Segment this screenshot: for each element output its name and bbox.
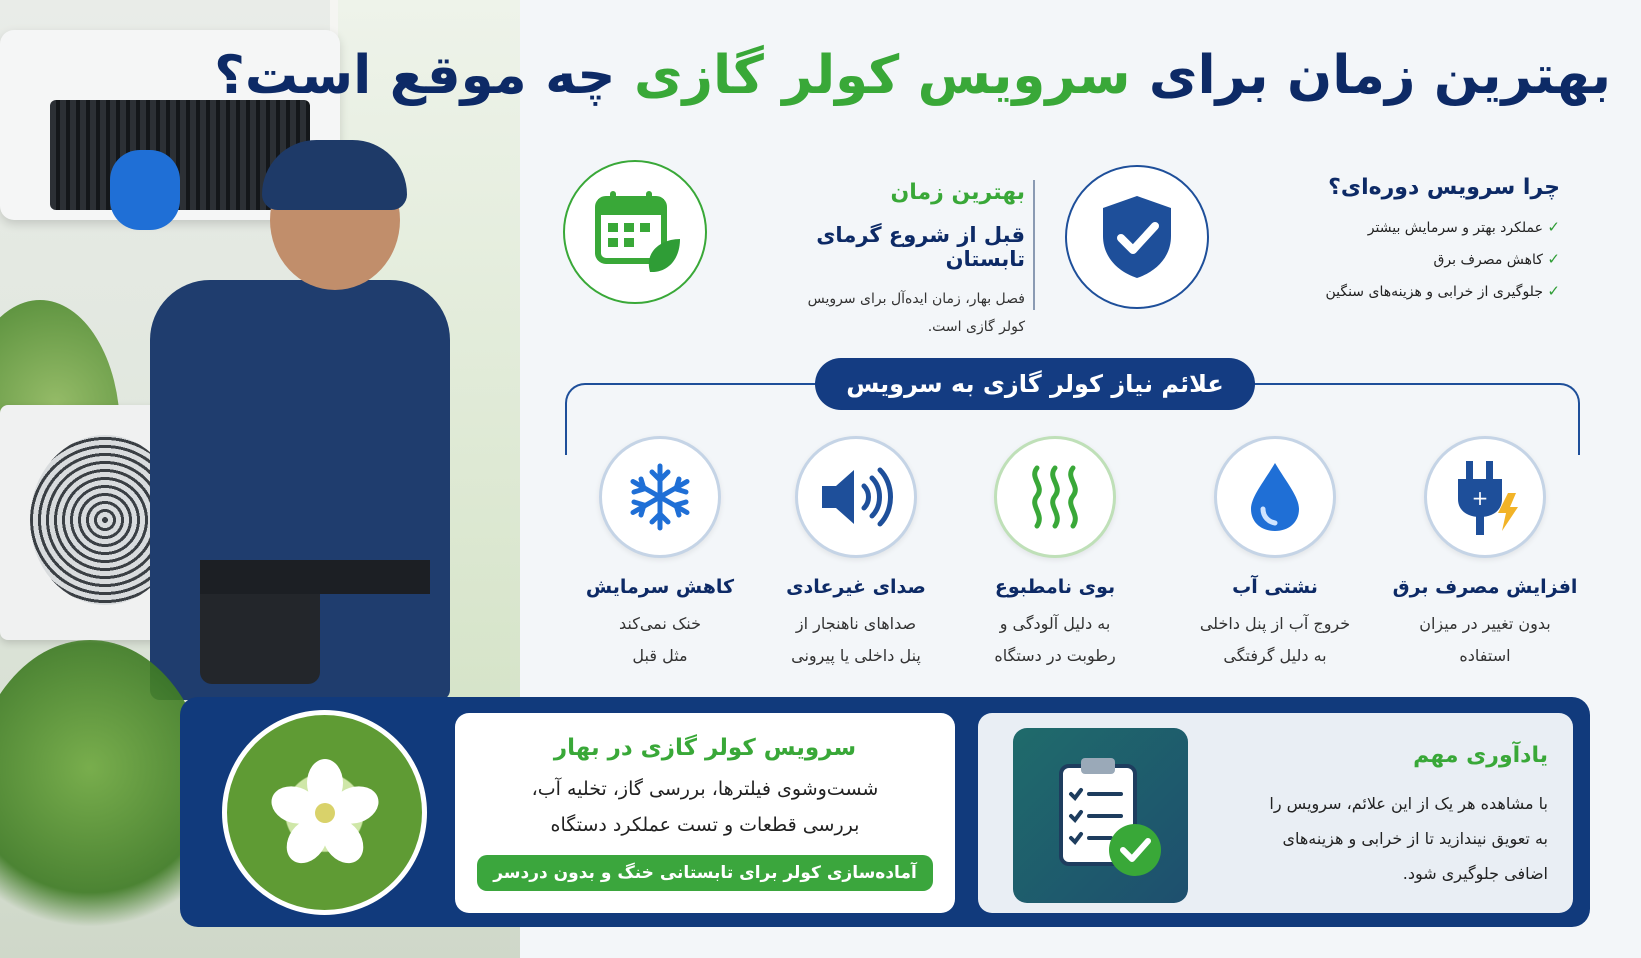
sign-title: نشتی آب <box>1232 576 1318 598</box>
sign-desc: به دلیل آلودگی و رطوبت در دستگاه <box>994 614 1116 665</box>
sign-title: کاهش سرمایش <box>585 576 735 598</box>
sign-desc: صداهای ناهنجار از پنل داخلی یا پیرونی <box>791 614 921 665</box>
sign-item <box>1175 436 1375 672</box>
spring-badge: آماده‌سازی کولر برای تابستانی خنگ و بدون دردسر <box>477 855 933 891</box>
sign-item <box>955 436 1155 672</box>
tool-belt <box>200 560 430 594</box>
why-item-text: جلوگیری از خرابی و هزینه‌های سنگین <box>1325 284 1543 300</box>
spring-title: سرویس کولر گازی در بهار <box>553 735 857 761</box>
spring-desc <box>485 771 925 843</box>
title-accent: سرویس کولر گازی <box>633 45 1131 106</box>
divider <box>1033 180 1035 310</box>
why-section <box>1230 175 1560 300</box>
clipboard-check-icon <box>1013 728 1188 903</box>
glove <box>110 150 180 230</box>
check-icon: ✓ <box>1547 282 1560 300</box>
odor-waves-icon <box>994 436 1116 558</box>
sign-title: صدای غیرعادی <box>786 576 926 598</box>
sign-item <box>756 436 956 672</box>
flower-image <box>222 710 427 915</box>
sign-desc: خروج آب از پنل داخلی به دلیل گرفتگی <box>1199 614 1351 665</box>
why-item-text: کاهش مصرف برق <box>1433 252 1543 268</box>
shield-check-icon <box>1065 165 1209 309</box>
best-time-subtitle: قبل از شروع گرمای تابستان <box>816 223 1025 271</box>
water-drop-icon <box>1214 436 1336 558</box>
sign-item <box>560 436 760 672</box>
best-time-desc-line1: فصل بهار، زمان ایده‌آل برای سرویس <box>807 291 1025 307</box>
title-part2: چه موقع است؟ <box>214 45 616 106</box>
plug-bolt-icon <box>1424 436 1546 558</box>
spring-line: بررسی قطعات و تست عملکرد دستگاه <box>550 814 860 836</box>
check-icon: ✓ <box>1547 218 1560 236</box>
title-part1: بهترین زمان برای <box>1148 45 1611 106</box>
sign-desc: خنک نمی‌کند مثل قبل <box>618 614 701 665</box>
why-item <box>1230 218 1560 236</box>
page-title <box>214 45 1611 106</box>
tool-pouch <box>200 594 320 684</box>
reminder-line: به تعویق نیندازید تا از خرابی و هزینه‌های <box>1282 829 1548 848</box>
reminder-text <box>1218 733 1548 891</box>
why-title: چرا سرویس دوره‌ای؟ <box>1328 175 1560 200</box>
best-time-section <box>735 180 1025 341</box>
calendar-leaf-icon <box>563 160 707 304</box>
spring-line: شست‌وشوی فیلترها، بررسی گاز، تخلیه آب، <box>531 778 879 800</box>
speaker-icon <box>795 436 917 558</box>
sign-title: افزایش مصرف برق <box>1392 576 1578 598</box>
why-item <box>1230 282 1560 300</box>
best-time-desc-line2: کولر گازی است. <box>927 319 1025 335</box>
reminder-card <box>978 713 1573 913</box>
sign-item <box>1385 436 1585 672</box>
best-time-title: بهترین زمان <box>890 180 1025 205</box>
snowflake-icon <box>599 436 721 558</box>
why-item <box>1230 250 1560 268</box>
check-icon: ✓ <box>1547 250 1560 268</box>
why-item-text: عملکرد بهتر و سرمایش بیشتر <box>1367 220 1543 236</box>
signs-title: علائم نیاز کولر گازی به سرویس <box>815 358 1255 410</box>
reminder-desc <box>1218 786 1548 891</box>
sign-title: بوی نامطبوع <box>994 576 1116 598</box>
reminder-line: اضافی جلوگیری شود. <box>1402 864 1548 883</box>
reminder-line: با مشاهده هر یک از این علائم، سرویس را <box>1269 794 1548 813</box>
best-time-desc <box>765 285 1025 341</box>
spring-service-card <box>455 713 955 913</box>
reminder-title: یادآوری مهم <box>1413 743 1548 768</box>
sign-desc: بدون تغییر در میزان استفاده <box>1419 614 1551 665</box>
svg-text:+: + <box>1471 486 1489 510</box>
technician-cap <box>262 140 407 210</box>
